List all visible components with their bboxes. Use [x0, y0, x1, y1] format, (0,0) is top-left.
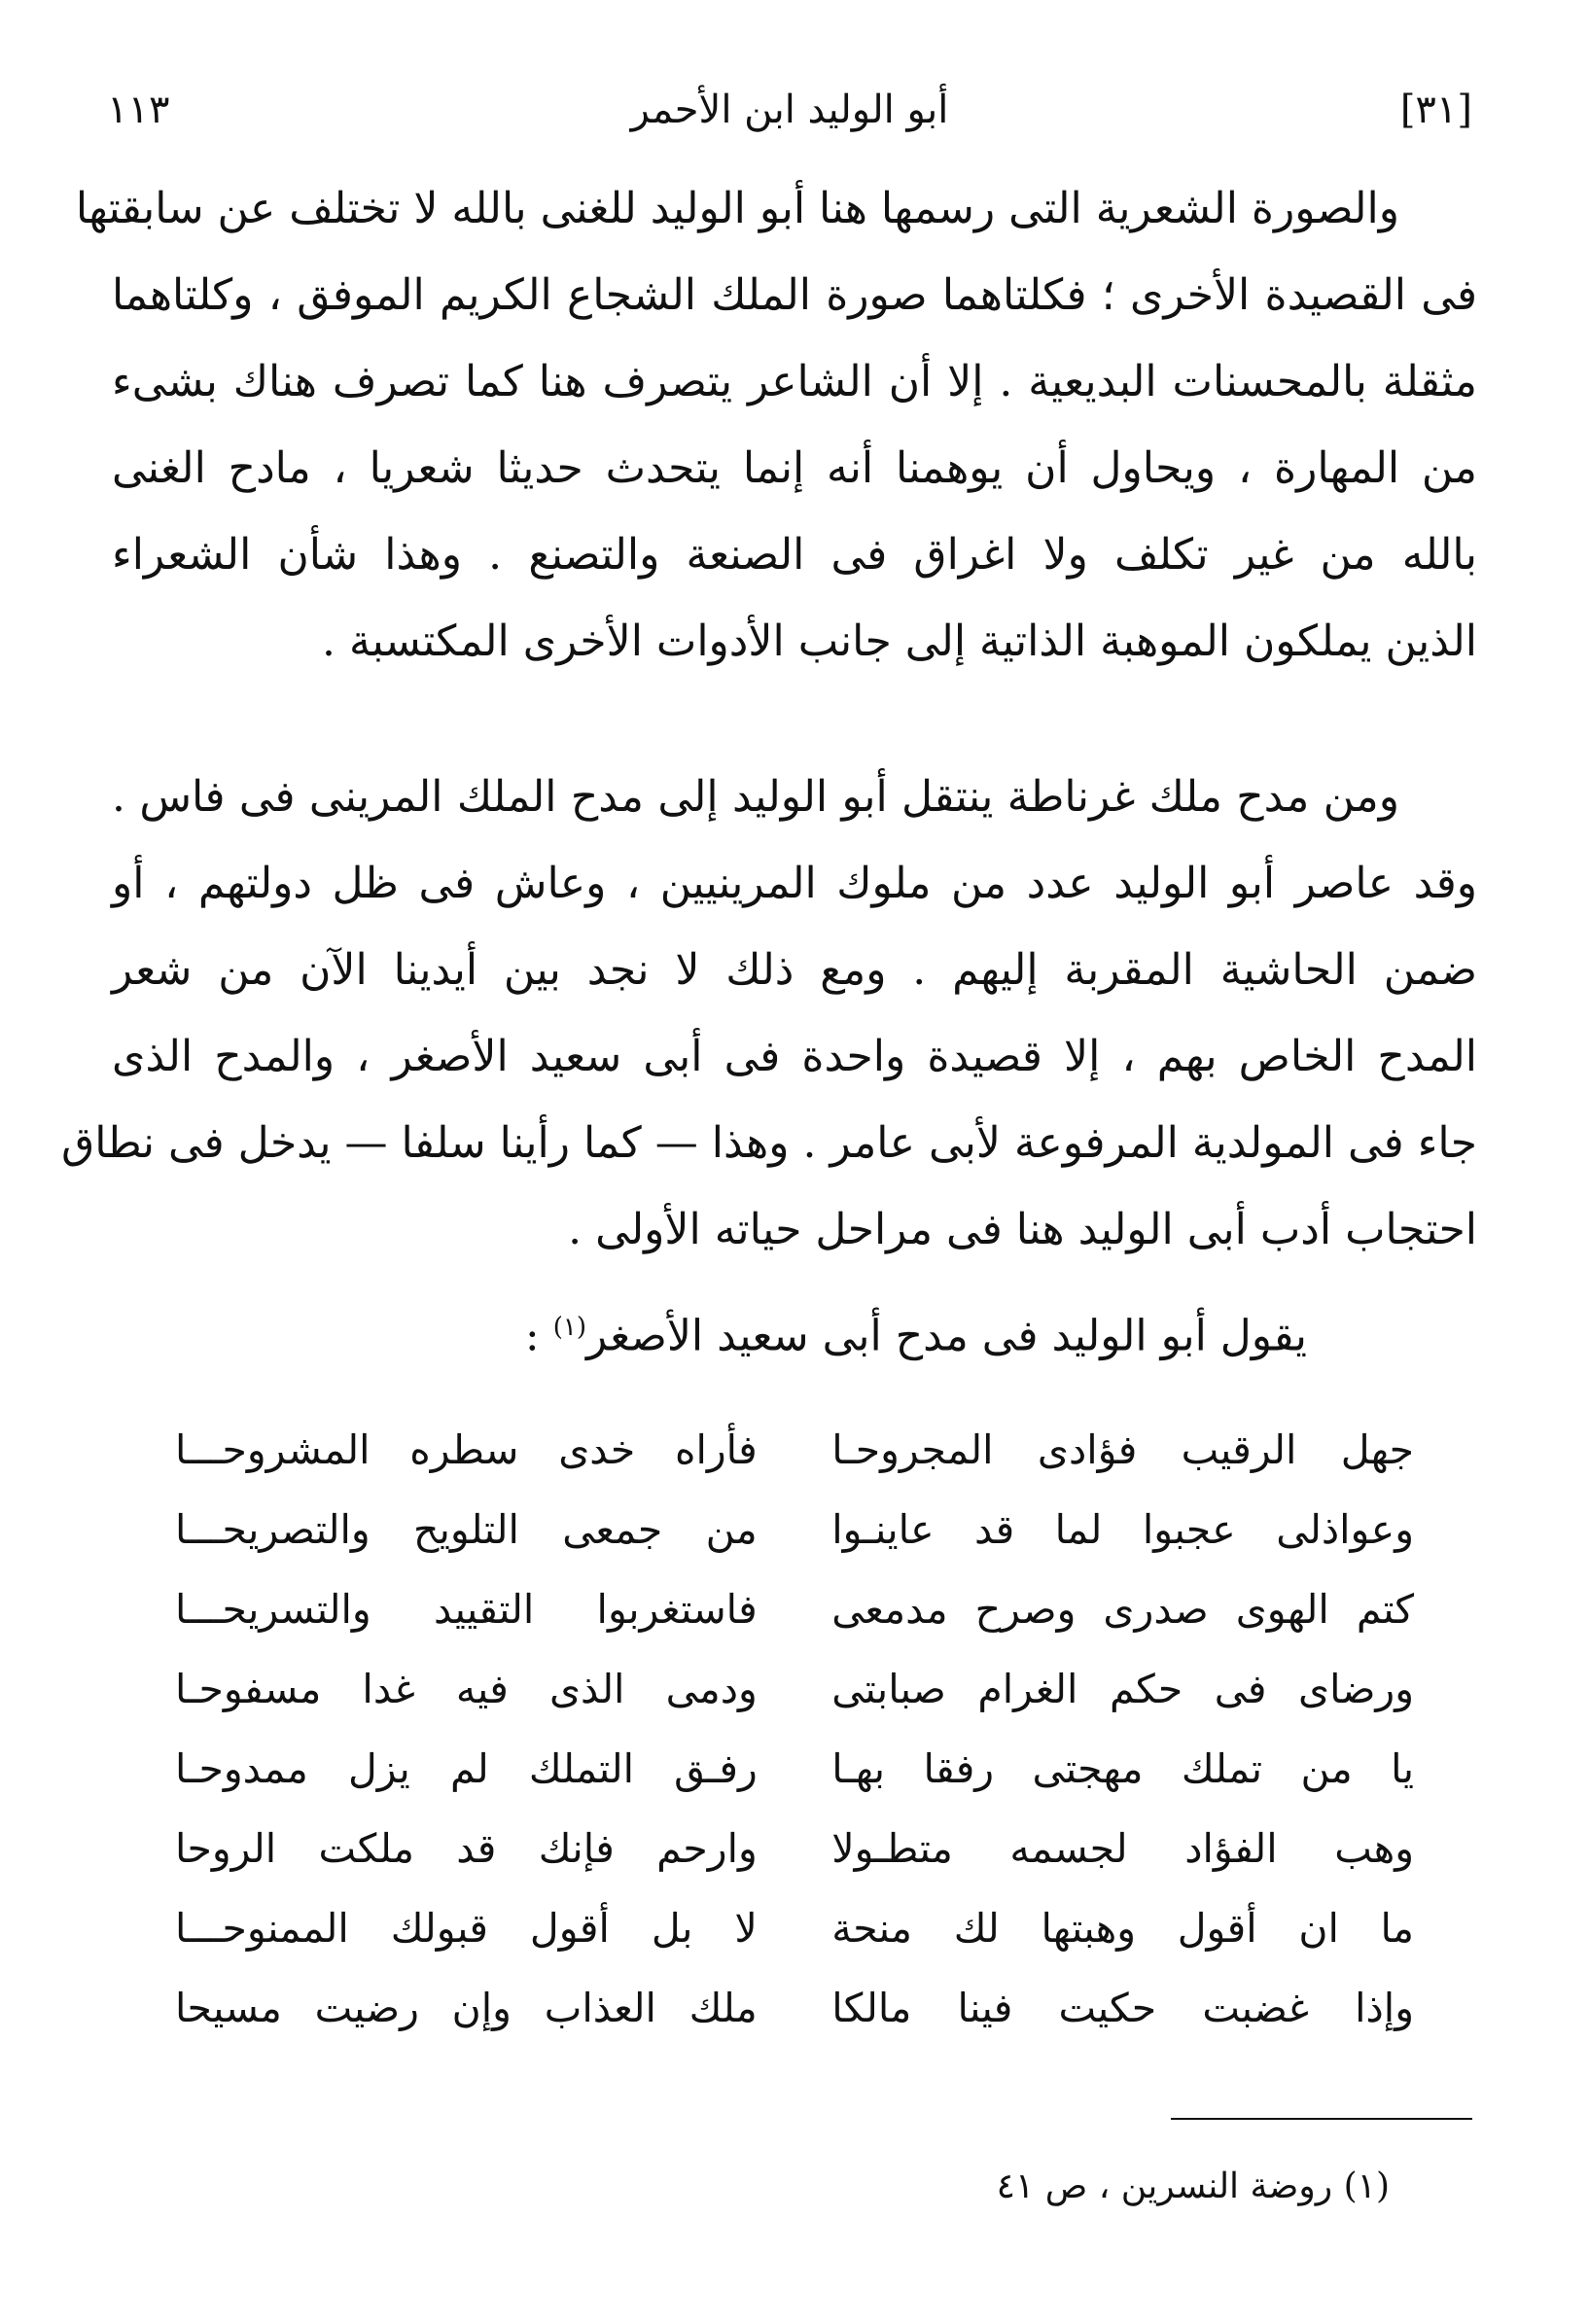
paragraph-line: الذين يملكون الموهبة الذاتية إلى جانب الأدوات الأخرى المكتسبة . — [321, 616, 1477, 666]
footnote: (١) روضة النسرين ، ص ٤١ — [996, 2166, 1390, 2206]
verse-second-hemistich: رفـق التملك لم يزل ممدوحـا — [175, 1745, 758, 1792]
page-number: ١١٣ — [107, 88, 170, 132]
verse-first-hemistich: كتم الهوى صدرى وصرح مدمعى — [831, 1586, 1414, 1633]
paragraph-line: فى القصيدة الأخرى ؛ فكلتاهما صورة الملك الشجاع الكريم الموفق ، وكلتاهما — [112, 270, 1477, 320]
verse-first-hemistich: وهب الفؤاد لجسمه متطـولا — [831, 1825, 1414, 1872]
poem-verse — [175, 1968, 1414, 2048]
verse-first-hemistich: وعواذلى عجبوا لما قد عاينـوا — [831, 1506, 1414, 1553]
verse-second-hemistich: فأراه خدى سطره المشروحـــا — [175, 1426, 758, 1473]
paragraph-line: من المهارة ، ويحاول أن يوهمنا أنه إنما يتحدث حديثا شعريا ، مادح الغنى — [112, 443, 1477, 493]
poem — [175, 1410, 1414, 2048]
poem-intro-text: يقول أبو الوليد فى مدح أبى سعيد الأصغر — [585, 1311, 1307, 1361]
verse-first-hemistich: جهل الرقيب فؤادى المجروحـا — [831, 1426, 1414, 1473]
paragraph-line: ومن مدح ملك غرناطة ينتقل أبو الوليد إلى مدح الملك المرينى فى فاس . — [112, 772, 1399, 822]
paragraph-1 — [75, 165, 1477, 685]
poem-verse — [175, 1569, 1414, 1649]
page-header — [107, 76, 1472, 144]
running-title: أبو الوليد ابن الأحمر — [630, 88, 949, 132]
paragraph-line: والصورة الشعرية التى رسمها هنا أبو الوليد للغنى بالله لا تختلف عن سابقتها — [75, 184, 1399, 233]
paragraph-line: وقد عاصر أبو الوليد عدد من ملوك المرينيين ، وعاش فى ظل دولتهم ، أو — [112, 859, 1477, 908]
paragraph-line: احتجاب أدب أبى الوليد هنا فى مراحل حياته الأولى . — [568, 1205, 1477, 1254]
verse-first-hemistich: يا من تملك مهجتى رفقا بهـا — [831, 1745, 1414, 1792]
verse-second-hemistich: ملك العذاب وإن رضيت مسيحا — [175, 1985, 758, 2031]
paragraph-line: المدح الخاص بهم ، إلا قصيدة واحدة فى أبى سعيد الأصغر ، والمدح الذى — [112, 1032, 1477, 1081]
verse-second-hemistich: فاستغربوا التقييد والتسريحـــا — [175, 1586, 758, 1633]
verse-first-hemistich: ما ان أقول وهبتها لك منحة — [831, 1905, 1414, 1952]
verse-first-hemistich: ورضاى فى حكم الغرام صبابتى — [831, 1666, 1414, 1712]
verse-second-hemistich: وارحم فإنك قد ملكت الروحا — [175, 1825, 758, 1872]
poem-verse — [175, 1649, 1414, 1729]
verse-second-hemistich: من جمعى التلويح والتصريحـــا — [175, 1506, 758, 1553]
paragraph-line: ضمن الحاشية المقربة إليهم . ومع ذلك لا نجد بين أيدينا الآن من شعر — [112, 945, 1477, 995]
poem-verse — [175, 1809, 1414, 1888]
section-number: [٣١] — [1399, 88, 1472, 132]
poem-verse — [175, 1410, 1414, 1490]
verse-second-hemistich: لا بل أقول قبولك الممنوحـــا — [175, 1905, 758, 1952]
paragraph-2 — [61, 754, 1477, 1273]
poem-verse — [175, 1888, 1414, 1968]
poem-intro — [112, 1288, 1477, 1376]
poem-verse — [175, 1729, 1414, 1809]
paragraph-line: مثقلة بالمحسنات البديعية . إلا أن الشاعر يتصرف هنا كما تصرف هناك بشىء — [112, 357, 1477, 406]
verse-first-hemistich: وإذا غضبت حكيت فينا مالكا — [831, 1985, 1414, 2031]
paragraph-line: جاء فى المولدية المرفوعة لأبى عامر . وهذا — كما رأينا سلفا — يدخل فى نطاق — [61, 1118, 1477, 1168]
footnote-marker: (١) — [552, 1313, 586, 1342]
verse-second-hemistich: ودمى الذى فيه غدا مسفوحـا — [175, 1666, 758, 1712]
poem-verse — [175, 1490, 1414, 1569]
poem-intro-colon: : — [524, 1311, 553, 1361]
footnote-divider — [1171, 2118, 1472, 2120]
paragraph-line: بالله من غير تكلف ولا اغراق فى الصنعة والتصنع . وهذا شأن الشعراء — [112, 530, 1477, 580]
